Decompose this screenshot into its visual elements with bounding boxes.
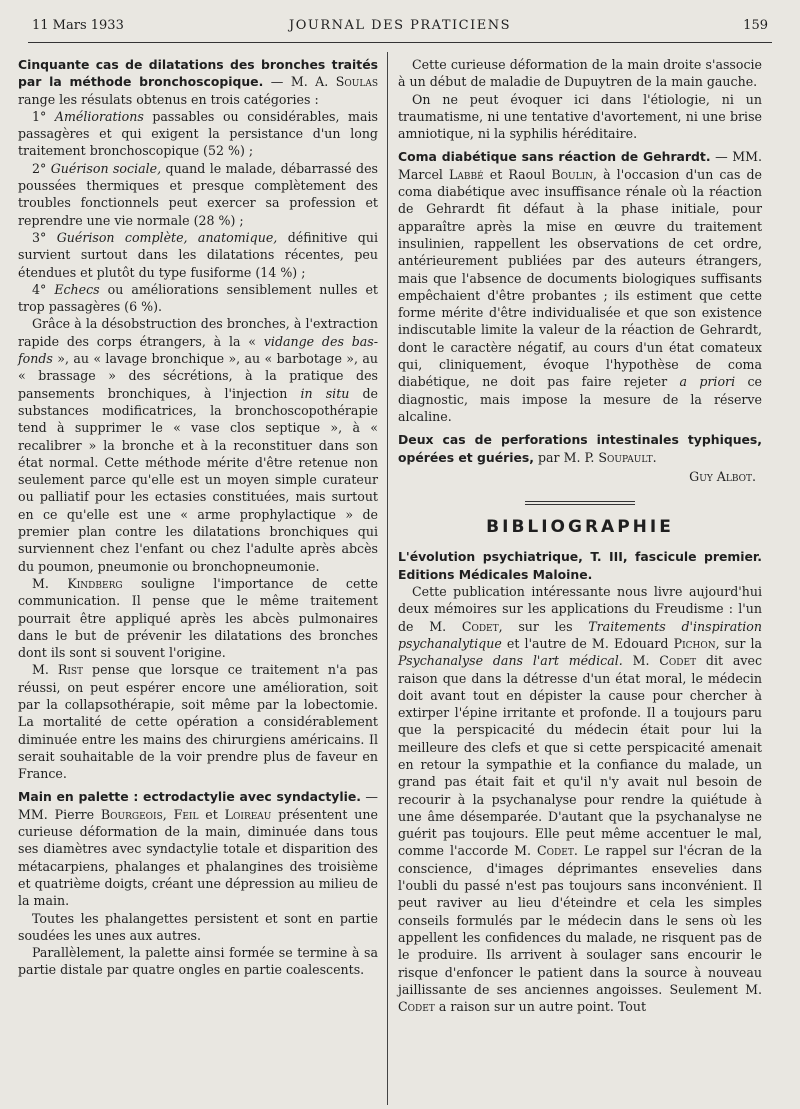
paragraph-review: Cette publication intéressante nous livre aujourd'hui deux mémoires sur les applications du Freudisme : l'un de M. Codet, sur les Traitements d'inspiration psychanalytique et l'autre de M. Edouard Pichon, sur la Psychanalyse dans l'art médical. M. Codet dit avec raison que dans la détresse d'un état moral, le médecin doit avant tout en dépister la cause pour chercher à extirper l'épine irritante et profonde. Il a toujours paru que la perspicacité du médecin était pour lui la meilleure des clefs et que si cette perspicacité amenait en retour la sympathie et la confiance du malade, un grand pas était fait et qu'il n'y avait nul besoin de recourir à la psychanalyse pour rendre la quiétude à une âme désemparée. D'autant que la psychanalyse ne guérit pas toujours. Elle peut même accentuer le mal, comme l'accorde M. Codet. Le rappel sur l'écran de la conscience, d'images déprimantes ensevelies dans l'oubli du passé n'est pas toujours sans inconvénient. Il peut raviver au lieu d'éteindre et cela les simples conseils formulés par le médecin dans le sens où les appellent les confidences du malade, ne risquent pas de le produire. Ils arrivent à soulager sans encourir le risque d'enfoncer le patient dans la source à nouveau jaillissante de ses anciennes angoisses. Seulement M. Codet a raison sur un autre point. Tout	[398, 584, 762, 1015]
author-name: Soulas	[335, 74, 378, 90]
author-name: Feil	[173, 806, 199, 822]
author-name: Codet	[461, 618, 499, 634]
issue-date: 11 Mars 1933	[32, 18, 124, 33]
signature: Guy Albot.	[689, 468, 756, 484]
author-name: Loireau	[224, 806, 272, 822]
author-name: Pichon	[673, 635, 716, 651]
section-main-palette: Main en palette : ectrodactylie avec syndactylie. — MM. Pierre Bourgeois, Feil et Loireau présentent une curieuse déformation de la main, diminuée dans tous ses diamètres avec syndactylie totale et disparition des métacarpiens, phalanges et phalangines des troisième et quatrième doigts, créant une dépression au milieu de la main.	[18, 789, 378, 909]
paragraph-dupuytren: Cette curieuse déformation de la main droite s'associe à un début de maladie de Dupuytren de la main gauche.	[398, 57, 762, 90]
author-name: Codet	[537, 843, 574, 859]
section-title: Coma diabétique sans réaction de Gehrardt.	[398, 149, 711, 165]
paragraph-kindberg: M. Kindberg souligne l'importance de cette communication. Il pense que le même traitement pourrait être appliqué après les abcès pulmonaires dans le but de prévenir les dilatations des bronches dont ils sont si souvent l'origine.	[18, 575, 378, 661]
author-name: Rist	[57, 662, 84, 678]
category-1: 1° Améliorations passables ou considérables, mais passagères et qui exigent la persistance d'un long traitement bronchoscopique (52 %) ;	[18, 108, 378, 159]
paragraph-phalangettes: Toutes les phalangettes persistent et sont en partie soudées les unes aux autres.	[18, 910, 378, 943]
section-perforations: Deux cas de perforations intestinales typhiques, opérées et guéries, par M. P. Soupault.	[398, 432, 762, 465]
category-3: 3° Guérison complète, anatomique, définitive qui survient surtout dans les dilatations récentes, peu étendues et plutôt du type fusiforme (14 %) ;	[18, 229, 378, 280]
paragraph-grace: Grâce à la désobstruction des bronches, à l'extraction rapide des corps étrangers, à la « vidange des bas-fonds », au « lavage bronchique », au « barbotage », au « brassage » des sécrétions, à la pratique des pansements bronchiques, à l'injection in situ de substances modificatrices, la bronchoscopothérapie tend à supprimer le « vase clos septique », à « recalibrer » la bronche et à la reconstituer dans son état normal. Cette méthode mérite d'être retenue non seulement parce qu'elle est un moyen simple curateur ou palliatif pour les ectasies constituées, mais surtout en ce qu'elle est une « arme prophylactique » de premier plan contre les dilatations bronchiques qui surviennent chez l'enfant ou chez l'adulte après abcès du poumon, pneumonie ou bronchopneumonie.	[18, 316, 378, 574]
category-2: 2° Guérison sociale, quand le malade, débarrassé des poussées thermiques et presque complètement des troubles fonctionnels peut exercer sa profession et reprendre une vie normale (28 %) ;	[18, 160, 378, 228]
author-name: Bourgeois	[100, 806, 163, 822]
bibliographie-heading: BIBLIOGRAPHIE	[486, 517, 674, 538]
section-title: Main en palette : ectrodactylie avec syndactylie.	[18, 789, 361, 805]
left-column	[18, 56, 378, 1101]
author-name: Codet	[659, 653, 697, 669]
paragraph-parallelement: Parallèlement, la palette ainsi formée se termine à sa partie distale par quatre ongles en partie coalescents.	[18, 945, 378, 978]
section-separator-rule	[525, 501, 635, 505]
author-name: Labbé	[449, 166, 484, 182]
author-name: Kindberg	[67, 575, 123, 591]
author-name: Soupault	[598, 449, 653, 465]
paragraph-etiologie: On ne peut évoquer ici dans l'étiologie, ni un traumatisme, ni une tentative d'avortement, ni une brise amniotique, ni la syphilis héréditaire.	[398, 91, 762, 142]
author-name: Boulin	[551, 166, 594, 182]
section-title: Deux cas de perforations intestinales typhiques, opérées et guéries,	[398, 432, 762, 465]
author-name: Codet	[398, 999, 435, 1015]
section-bronches: Cinquante cas de dilatations des bronches traités par la méthode bronchoscopique. — M. A. Soulas range les résulats obtenus en trois catégories :	[18, 57, 378, 107]
page-number: 159	[743, 18, 768, 33]
journal-title: JOURNAL DES PRATICIENS	[289, 18, 511, 33]
paragraph-rist: M. Rist pense que lorsque ce traitement n'a pas réussi, on peut espérer encore une amélioration, soit par la collapsothérapie, soit même par la lobectomie. La mortalité de cette opération a considérablement diminuée entre les mains des chirurgiens américains. Il serait souhaitable de la voir prendre plus de faveur en France.	[18, 662, 378, 782]
book-title: L'évolution psychiatrique, T. III, fascicule premier. Editions Médicales Maloine.	[398, 549, 762, 582]
right-column	[398, 56, 762, 1101]
section-coma-diabetique: Coma diabétique sans réaction de Gehrardt. — MM. Marcel Labbé et Raoul Boulin, à l'occasion d'un cas de coma diabétique avec insuffisance rénale où la réaction de Gehrardt fit défaut à la phase initiale, pour apparaître après la mise en œuvre du traitement insulinien, rappellent les observations de cet ordre, antérieurement publiées par des auteurs étrangers, mais que l'absence de documents biologiques suffisants empêchaient d'être probantes ; ils estiment que cette forme mérite d'être individualisée et que son existence indiscutable limite la valeur de la réaction de Gehrardt, dont le caractère négatif, au cours d'un état comateux qui, cliniquement, évoque l'hypothèse de coma diabétique, ne doit pas faire rejeter a priori ce diagnostic, mais impose la mesure de la réserve alcaline.	[398, 149, 763, 424]
page-header	[28, 14, 772, 43]
column-divider	[387, 52, 388, 1105]
category-4: 4° Echecs ou améliorations sensiblement nulles et trop passagères (6 %).	[18, 281, 378, 315]
section-title: Cinquante cas de dilatations des bronches traités par la méthode bronchoscopique.	[18, 57, 378, 90]
